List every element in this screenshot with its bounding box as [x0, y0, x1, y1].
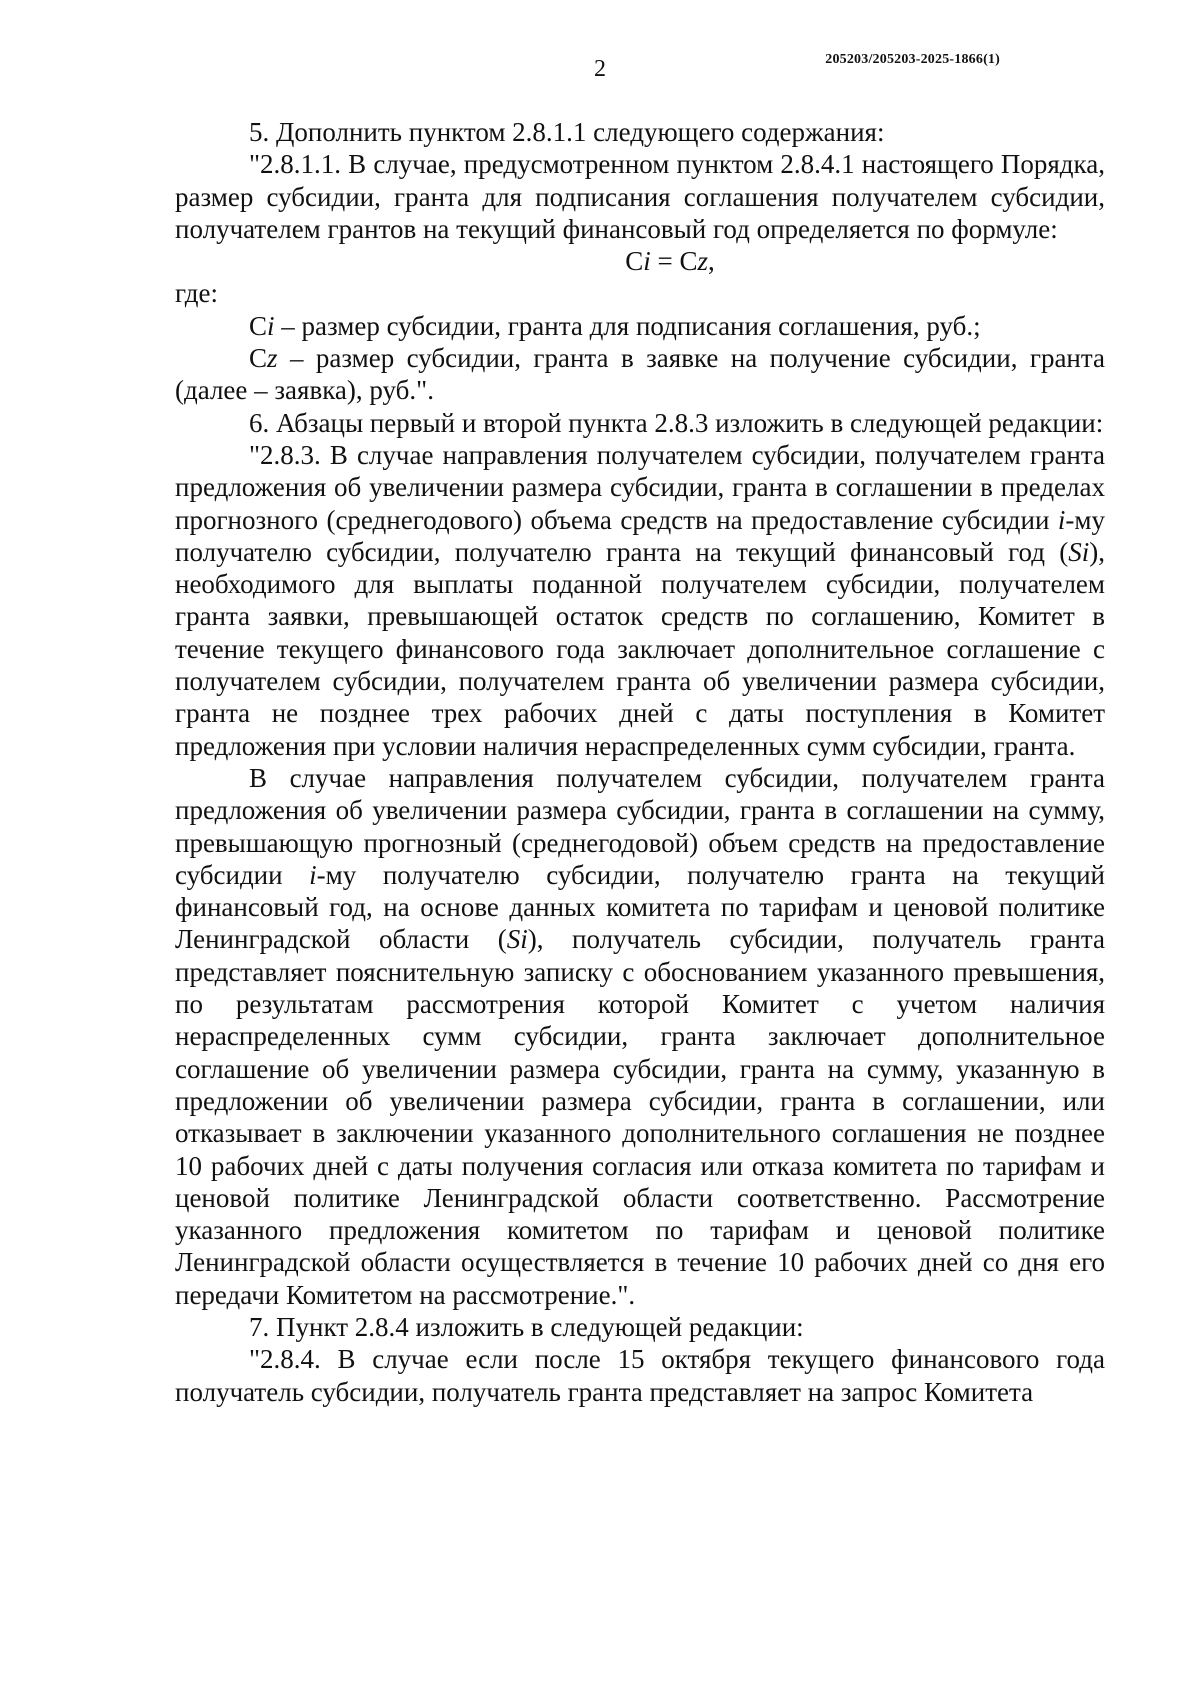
definition-cz	[175, 342, 1105, 407]
formula-end: ,	[708, 246, 715, 277]
formula-equals: = C	[650, 246, 698, 277]
paragraph-2-8-3-second-si: Si	[506, 924, 528, 955]
formula-lhs-index: i	[643, 246, 651, 277]
paragraph-2-8-3-part-a: "2.8.3. В случае направления получателем субсидии, получателем гранта предложения об увеличении размера субсидии, гранта в соглашении в пределах прогнозного (среднегодового) объема средств на предоставление субсидии	[175, 439, 1105, 535]
paragraph-2-8-3-part-b: -му получателю субсидии, получателю гранта на текущий финансовый год (	[175, 504, 1105, 567]
paragraph-2-8-3-second-part-c: ), получатель субсидии, получатель гранта представляет пояснительную записку с обоснованием указанного превышения, по результатам рассмотрения которой Комитет с учетом наличия нераспределенных сумм субсидии, гранта заключает дополнительное соглашение об увеличении размера субсидии, гранта на сумму, указанную в предложении об увеличении размера субсидии, гранта в соглашении, или отказывает в заключении указанного дополнительного соглашения не позднее 10 рабочих дней с даты получения согласия или отказа комитета по тарифам и ценовой политике Ленинградской области соответственно. Рассмотрение указанного предложения комитетом по тарифам и ценовой политике Ленинградской области осуществляется в течение 10 рабочих дней со дня его передачи Комитетом на рассмотрение.".	[175, 924, 1105, 1310]
paragraph-2-8-3-part-c: ), необходимого для выплаты поданной получателем субсидии, получателем гранта заявки, превышающей остаток средств по соглашению, Комитет в течение текущего финансового года заключает дополнительное соглашение с получателем субсидии, получателем гранта об увеличении размера субсидии, гранта не позднее трех рабочих дней с даты поступления в Комитет предложения при условии наличия нераспределенных сумм субсидии, гранта.	[175, 536, 1105, 761]
paragraph-2-8-3-first	[175, 439, 1105, 762]
definition-ci-index: i	[267, 310, 275, 341]
formula	[175, 245, 1105, 277]
paragraph-item-7: 7. Пункт 2.8.4 изложить в следующей редакции:	[249, 1311, 804, 1342]
formula-lhs: C	[625, 246, 644, 277]
formula-rhs-index: z	[697, 246, 709, 277]
page-number: 2	[594, 56, 606, 82]
definition-ci-symbol: C	[249, 310, 268, 341]
where-label: где:	[175, 278, 218, 309]
definition-cz-text: – размер субсидии, гранта в заявке на получение субсидии, гранта (далее – заявка), руб.".	[175, 343, 1105, 406]
paragraph-2-8-3-si: Si	[1068, 536, 1090, 567]
paragraph-2-8-1-1: "2.8.1.1. В случае, предусмотренном пунктом 2.8.4.1 настоящего Порядка, размер субсидии, гранта для подписания соглашения получателем субсидии, получателем грантов на текущий финансовый год определяется по формуле:	[175, 149, 1105, 244]
paragraph-2-8-3-index: i	[1057, 504, 1066, 535]
paragraph-2-8-3-second-index: i	[309, 859, 317, 890]
paragraph-2-8-3-second-part-b: -му получателю субсидии, получателю гранта на текущий финансовый год, на основе данных комитета по тарифам и ценовой политике Ленинградской области (	[175, 859, 1105, 955]
document-body	[175, 116, 1105, 1408]
paragraph-item-6: 6. Абзацы первый и второй пункта 2.8.3 изложить в следующей редакции:	[249, 407, 1104, 438]
paragraph-2-8-3-second	[175, 762, 1105, 1311]
definition-ci-text: – размер субсидии, гранта для подписания соглашения, руб.;	[274, 310, 981, 341]
paragraph-item-5: 5. Дополнить пунктом 2.8.1.1 следующего содержания:	[249, 117, 885, 147]
paragraph-2-8-4: "2.8.4. В случае если после 15 октября текущего финансового года получатель субсидии, получатель гранта представляет на запрос Комитета	[175, 1344, 1105, 1407]
document-id: 205203/205203-2025-1866(1)	[825, 52, 1000, 67]
paragraph-2-8-3-second-part-a: В случае направления получателем субсидии, получателем гранта предложения об увеличении размера субсидии, гранта в соглашении на сумму, превышающую прогнозный (среднегодовой) объем средств на предоставление субсидии	[175, 762, 1105, 890]
definition-cz-symbol: C	[249, 343, 268, 374]
definition-ci	[175, 310, 1105, 342]
definition-cz-index: z	[267, 343, 278, 374]
